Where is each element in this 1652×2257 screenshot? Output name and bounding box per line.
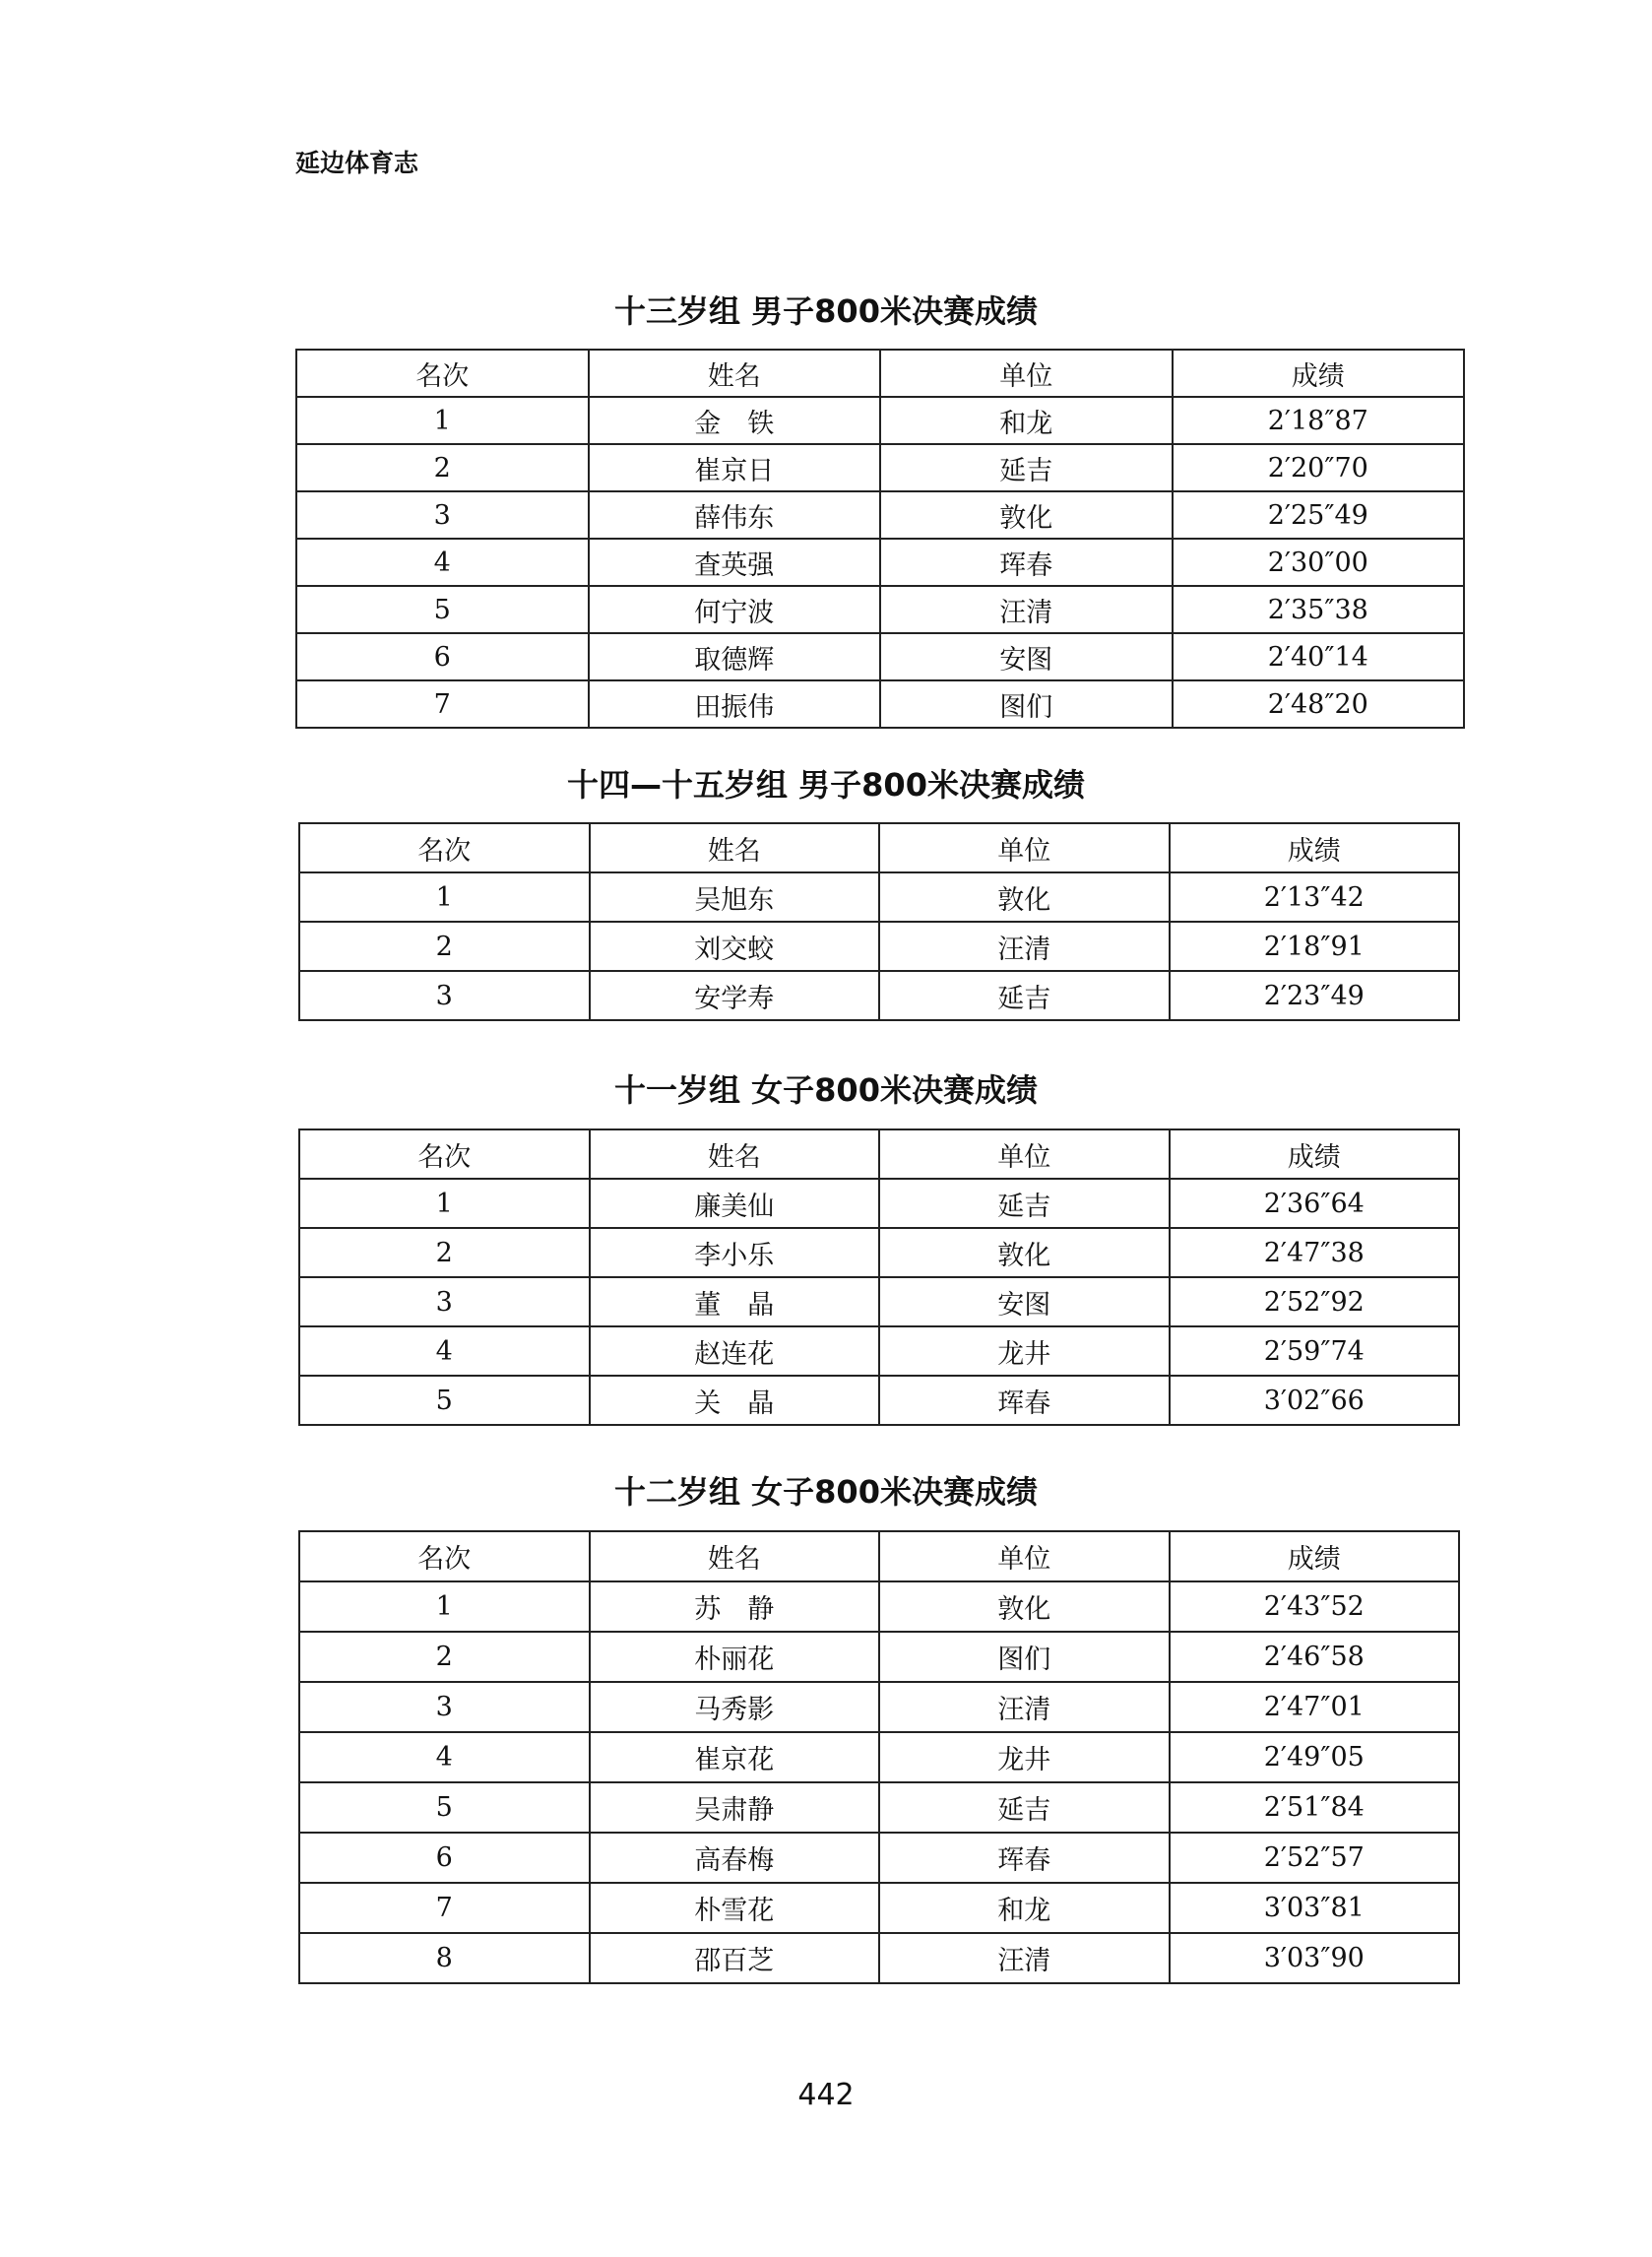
name-cell: 安学寿 — [590, 971, 880, 1020]
time-cell: 2′52″92 — [1170, 1277, 1460, 1326]
name-cell: 崔京花 — [590, 1732, 880, 1782]
column-header: 单位 — [879, 1129, 1170, 1179]
results-table — [298, 1530, 1460, 1984]
table-row — [299, 1277, 1459, 1326]
table-row — [299, 922, 1459, 971]
table-row — [299, 971, 1459, 1020]
page-number: 442 — [797, 2078, 855, 2112]
name-cell: 何宁波 — [589, 586, 881, 633]
table-row — [299, 1782, 1459, 1833]
name-cell: 吴肃静 — [590, 1782, 880, 1833]
table-row — [299, 1732, 1459, 1782]
unit-cell: 敦化 — [880, 491, 1173, 539]
name-cell: 朴丽花 — [590, 1632, 880, 1682]
time-cell: 2′20″70 — [1173, 444, 1465, 491]
table-header-row — [296, 350, 1464, 397]
table-row — [299, 1883, 1459, 1933]
unit-cell: 敦化 — [879, 1228, 1170, 1277]
time-cell: 2′30″00 — [1173, 539, 1465, 586]
column-header: 名次 — [296, 350, 589, 397]
rank-cell: 5 — [296, 586, 589, 633]
column-header: 名次 — [299, 1531, 590, 1581]
name-cell: 金 铁 — [589, 397, 881, 444]
unit-cell: 延吉 — [879, 971, 1170, 1020]
unit-cell: 敦化 — [879, 1581, 1170, 1632]
time-cell: 3′02″66 — [1170, 1376, 1460, 1425]
table-row — [299, 1376, 1459, 1425]
column-header: 单位 — [879, 823, 1170, 872]
time-cell: 2′52″57 — [1170, 1833, 1460, 1883]
time-cell: 2′43″52 — [1170, 1581, 1460, 1632]
unit-cell: 图们 — [880, 680, 1173, 728]
column-header: 姓名 — [590, 1129, 880, 1179]
column-header: 姓名 — [589, 350, 881, 397]
column-header: 成绩 — [1170, 1129, 1460, 1179]
unit-cell: 安图 — [879, 1277, 1170, 1326]
name-cell: 赵连花 — [590, 1326, 880, 1376]
name-cell: 刘交蛟 — [590, 922, 880, 971]
column-header: 名次 — [299, 1129, 590, 1179]
name-cell: 邵百芝 — [590, 1933, 880, 1983]
section-title: 十一岁组 女子800米决赛成绩 — [614, 1071, 1038, 1109]
name-cell: 薛伟东 — [589, 491, 881, 539]
rank-cell: 1 — [296, 397, 589, 444]
rank-cell: 1 — [299, 1179, 590, 1228]
column-header: 名次 — [299, 823, 590, 872]
time-cell: 2′48″20 — [1173, 680, 1465, 728]
time-cell: 2′46″58 — [1170, 1632, 1460, 1682]
time-cell: 2′40″14 — [1173, 633, 1465, 680]
time-cell: 2′59″74 — [1170, 1326, 1460, 1376]
time-cell: 2′18″91 — [1170, 922, 1460, 971]
results-table — [295, 349, 1465, 729]
name-cell: 马秀影 — [590, 1682, 880, 1732]
rank-cell: 2 — [299, 1228, 590, 1277]
section-title: 十二岁组 女子800米决赛成绩 — [614, 1473, 1038, 1511]
time-cell: 2′35″38 — [1173, 586, 1465, 633]
column-header: 成绩 — [1170, 1531, 1460, 1581]
name-cell: 高春梅 — [590, 1833, 880, 1883]
table-row — [299, 1682, 1459, 1732]
table-row — [299, 872, 1459, 922]
table-row — [296, 539, 1464, 586]
rank-cell: 2 — [299, 1632, 590, 1682]
unit-cell: 龙井 — [879, 1326, 1170, 1376]
time-cell: 2′25″49 — [1173, 491, 1465, 539]
table-row — [296, 491, 1464, 539]
unit-cell: 敦化 — [879, 872, 1170, 922]
unit-cell: 珲春 — [879, 1833, 1170, 1883]
time-cell: 2′36″64 — [1170, 1179, 1460, 1228]
time-cell: 3′03″90 — [1170, 1933, 1460, 1983]
name-cell: 崔京日 — [589, 444, 881, 491]
rank-cell: 2 — [299, 922, 590, 971]
column-header: 成绩 — [1170, 823, 1460, 872]
name-cell: 李小乐 — [590, 1228, 880, 1277]
table-header-row — [299, 1531, 1459, 1581]
name-cell: 关 晶 — [590, 1376, 880, 1425]
section-title: 十四—十五岁组 男子800米决赛成绩 — [567, 766, 1085, 804]
rank-cell: 4 — [299, 1732, 590, 1782]
table-row — [299, 1933, 1459, 1983]
rank-cell: 6 — [296, 633, 589, 680]
name-cell: 董 晶 — [590, 1277, 880, 1326]
unit-cell: 珲春 — [880, 539, 1173, 586]
unit-cell: 和龙 — [879, 1883, 1170, 1933]
table-row — [299, 1632, 1459, 1682]
rank-cell: 8 — [299, 1933, 590, 1983]
rank-cell: 5 — [299, 1376, 590, 1425]
unit-cell: 汪清 — [879, 922, 1170, 971]
unit-cell: 龙井 — [879, 1732, 1170, 1782]
name-cell: 廉美仙 — [590, 1179, 880, 1228]
column-header: 单位 — [880, 350, 1173, 397]
time-cell: 2′51″84 — [1170, 1782, 1460, 1833]
time-cell: 2′47″38 — [1170, 1228, 1460, 1277]
column-header: 姓名 — [590, 823, 880, 872]
section-title: 十三岁组 男子800米决赛成绩 — [614, 292, 1038, 330]
rank-cell: 5 — [299, 1782, 590, 1833]
column-header: 姓名 — [590, 1531, 880, 1581]
time-cell: 2′18″87 — [1173, 397, 1465, 444]
unit-cell: 汪清 — [879, 1933, 1170, 1983]
table-row — [299, 1581, 1459, 1632]
time-cell: 2′23″49 — [1170, 971, 1460, 1020]
unit-cell: 和龙 — [880, 397, 1173, 444]
unit-cell: 延吉 — [879, 1179, 1170, 1228]
table-row — [296, 680, 1464, 728]
time-cell: 3′03″81 — [1170, 1883, 1460, 1933]
name-cell: 苏 静 — [590, 1581, 880, 1632]
unit-cell: 汪清 — [879, 1682, 1170, 1732]
column-header: 单位 — [879, 1531, 1170, 1581]
unit-cell: 汪清 — [880, 586, 1173, 633]
rank-cell: 1 — [299, 872, 590, 922]
unit-cell: 珲春 — [879, 1376, 1170, 1425]
results-table — [298, 1128, 1460, 1426]
table-header-row — [299, 823, 1459, 872]
time-cell: 2′13″42 — [1170, 872, 1460, 922]
table-row — [299, 1228, 1459, 1277]
rank-cell: 2 — [296, 444, 589, 491]
rank-cell: 4 — [299, 1326, 590, 1376]
running-title: 延边体育志 — [295, 149, 419, 177]
results-table — [298, 822, 1460, 1021]
name-cell: 朴雪花 — [590, 1883, 880, 1933]
time-cell: 2′47″01 — [1170, 1682, 1460, 1732]
column-header: 成绩 — [1173, 350, 1465, 397]
rank-cell: 7 — [296, 680, 589, 728]
rank-cell: 1 — [299, 1581, 590, 1632]
rank-cell: 3 — [299, 971, 590, 1020]
rank-cell: 3 — [299, 1682, 590, 1732]
unit-cell: 安图 — [880, 633, 1173, 680]
unit-cell: 延吉 — [879, 1782, 1170, 1833]
rank-cell: 4 — [296, 539, 589, 586]
rank-cell: 3 — [296, 491, 589, 539]
table-row — [299, 1833, 1459, 1883]
table-row — [299, 1326, 1459, 1376]
table-row — [296, 397, 1464, 444]
name-cell: 田振伟 — [589, 680, 881, 728]
name-cell: 査英强 — [589, 539, 881, 586]
unit-cell: 图们 — [879, 1632, 1170, 1682]
table-row — [296, 444, 1464, 491]
rank-cell: 6 — [299, 1833, 590, 1883]
rank-cell: 3 — [299, 1277, 590, 1326]
time-cell: 2′49″05 — [1170, 1732, 1460, 1782]
rank-cell: 7 — [299, 1883, 590, 1933]
name-cell: 取德辉 — [589, 633, 881, 680]
table-row — [299, 1179, 1459, 1228]
table-row — [296, 586, 1464, 633]
name-cell: 吴旭东 — [590, 872, 880, 922]
table-row — [296, 633, 1464, 680]
table-header-row — [299, 1129, 1459, 1179]
unit-cell: 延吉 — [880, 444, 1173, 491]
